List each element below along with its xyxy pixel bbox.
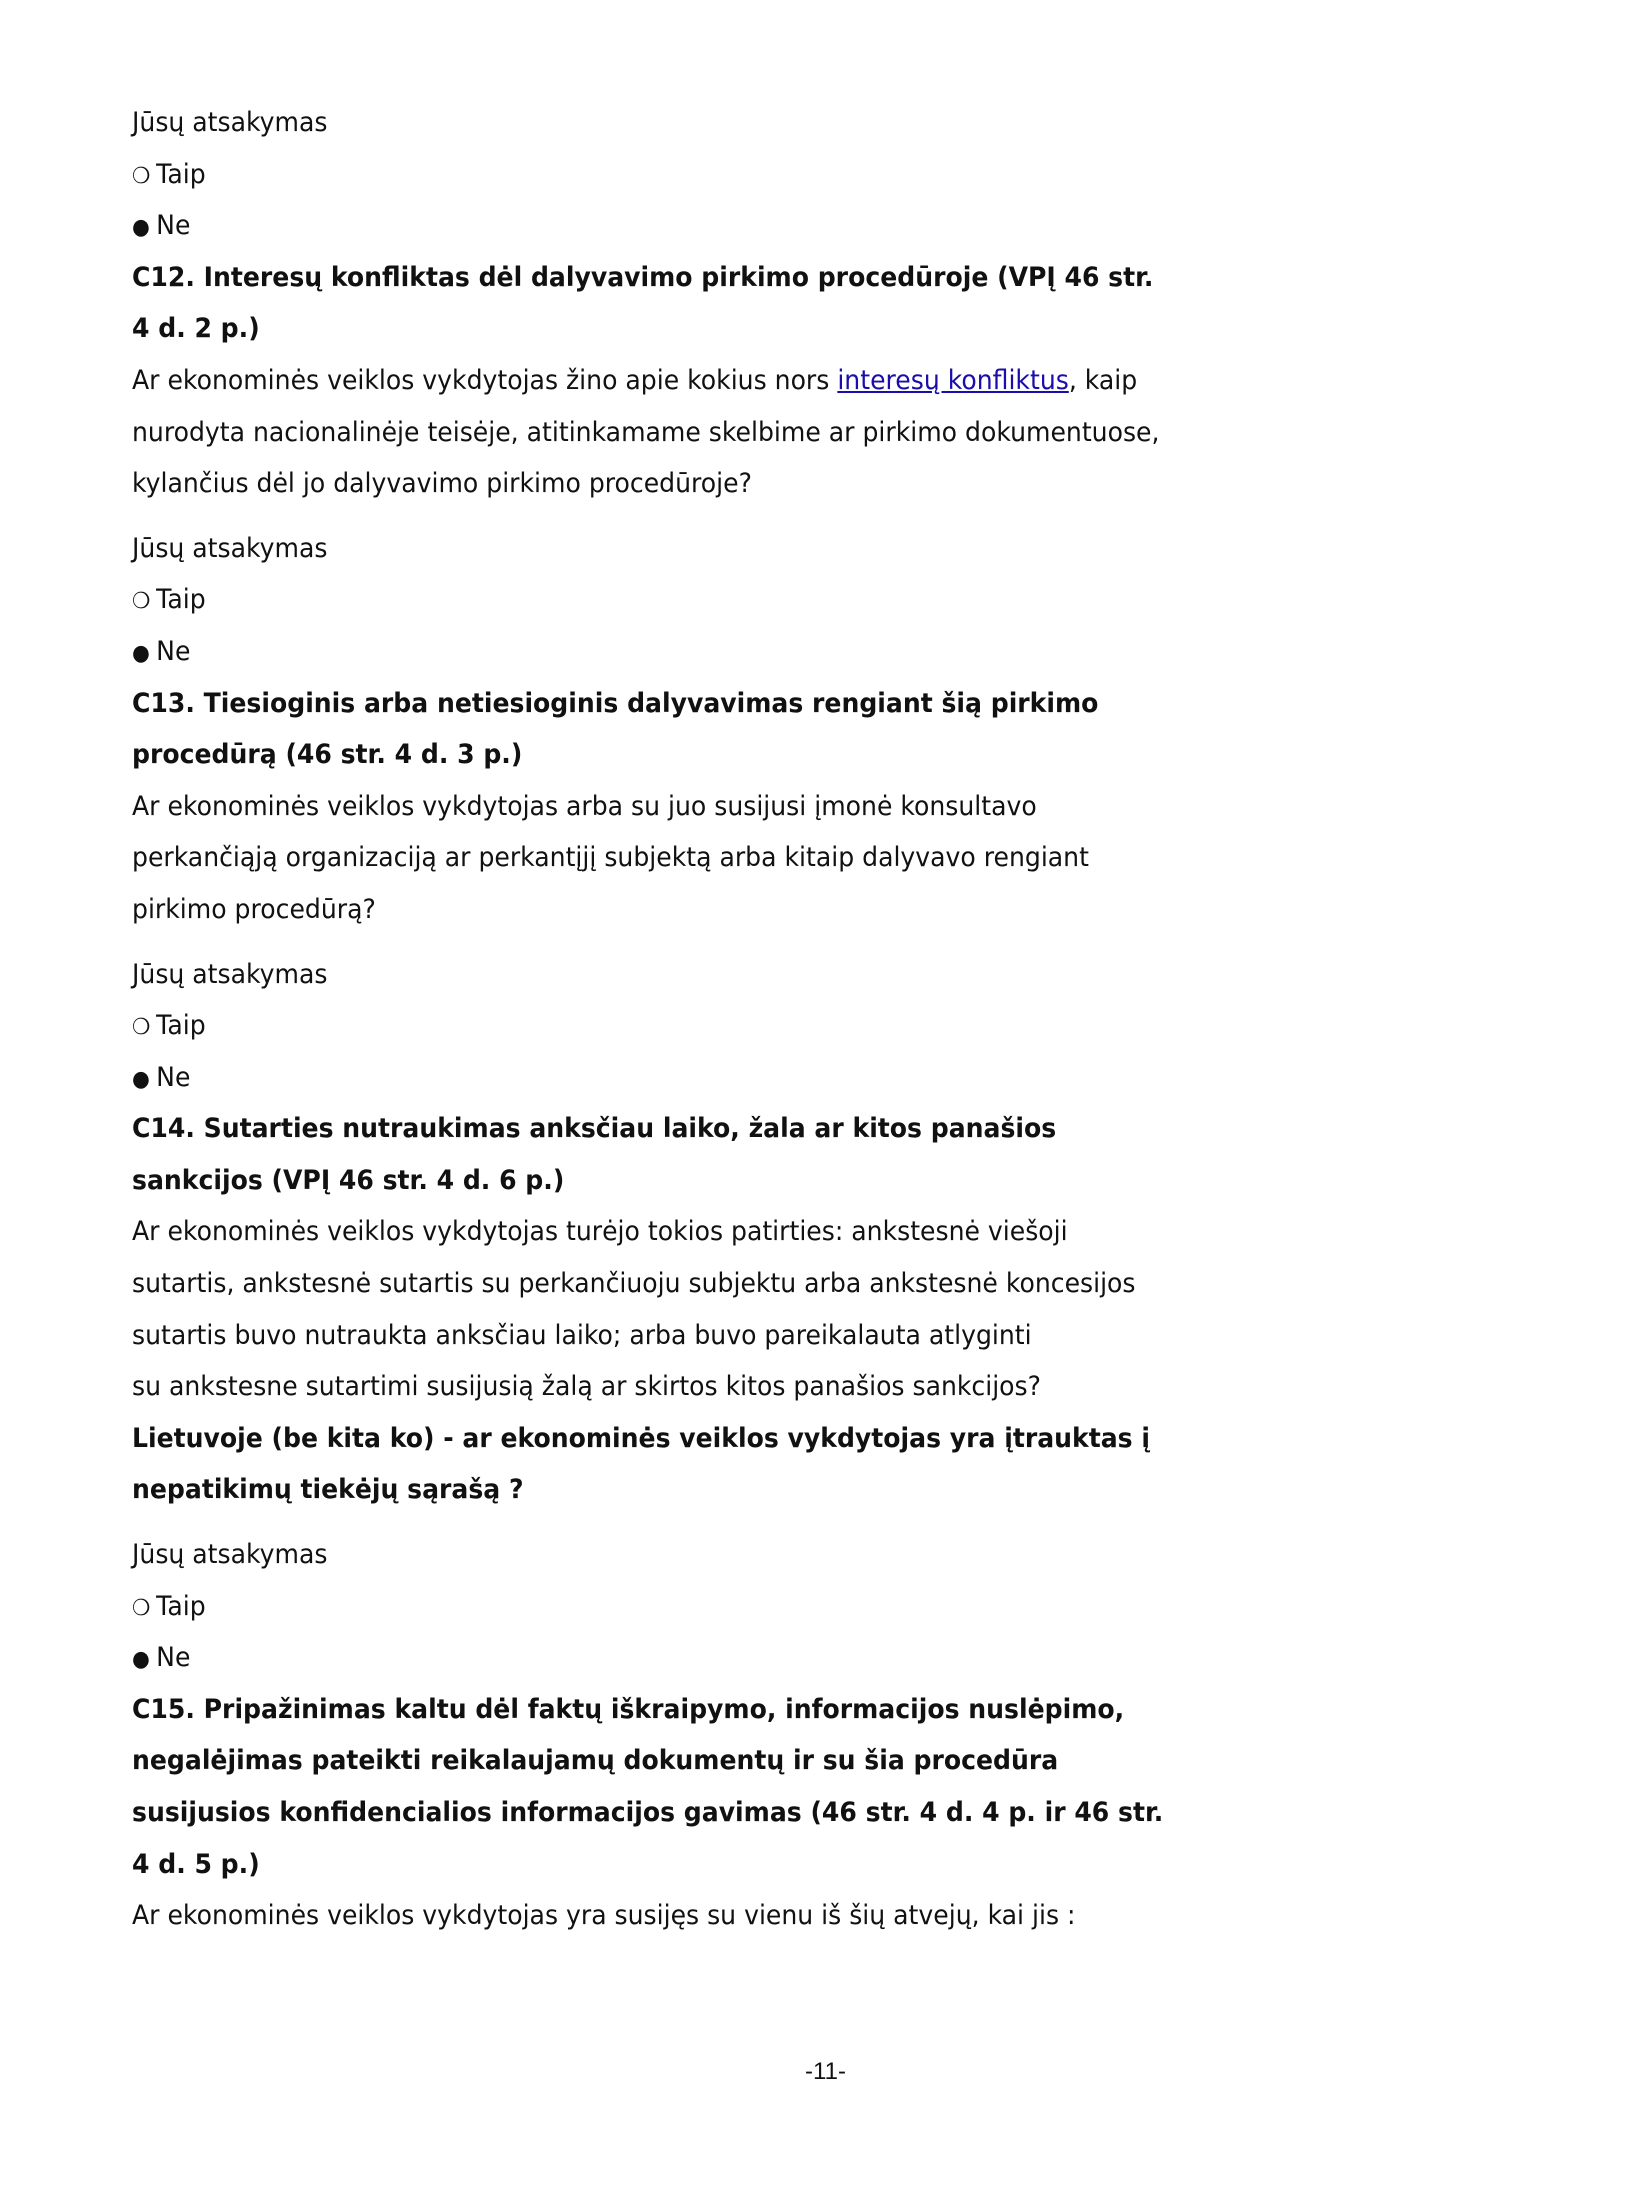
c14-note: Lietuvoje (be kita ko) - ar ekonominės veiklos vykdytojas yra įtrauktas į xyxy=(132,1422,1150,1454)
answer-label: Jūsų atsakymas xyxy=(132,958,328,990)
c13-body: Ar ekonominės veiklos vykdytojas arba su juo susijusi įmonė konsultavo xyxy=(132,790,1037,822)
c12-body: nurodyta nacionalinėje teisėje, atitinkamame skelbime ar pirkimo dokumentuose, xyxy=(132,416,1160,448)
c15-title: C15. Pripažinimas kaltu dėl faktų iškraipymo, informacijos nuslėpimo, xyxy=(132,1693,1125,1725)
c14-body: sutartis buvo nutraukta anksčiau laiko; arba buvo pareikalauta atlyginti xyxy=(132,1319,1032,1351)
document-page xyxy=(132,97,1532,1942)
c12-body xyxy=(132,355,1434,407)
c15-title: 4 d. 5 p.) xyxy=(132,1848,260,1880)
c12-body-text: Ar ekonominės veiklos vykdytojas žino apie kokius nors xyxy=(132,364,838,396)
c15-title: susijusios konfidencialios informacijos gavimas (46 str. 4 d. 4 p. ir 46 str. xyxy=(132,1797,1164,1828)
option-label: Ne xyxy=(156,1061,191,1093)
radio-option-no[interactable] xyxy=(132,1052,1434,1104)
radio-option-no[interactable] xyxy=(132,626,1434,678)
c12-title: 4 d. 2 p.) xyxy=(132,313,260,345)
c14-note: nepatikimų tiekėjų sąrašą ? xyxy=(132,1474,524,1506)
c13-body: pirkimo procedūrą? xyxy=(132,893,376,925)
radio-option-yes[interactable] xyxy=(132,149,1434,201)
c13-title: C13. Tiesioginis arba netiesioginis dalyvavimas rengiant šią pirkimo xyxy=(132,687,1099,719)
radio-empty-icon: ❍ xyxy=(132,1015,151,1041)
radio-option-yes[interactable] xyxy=(132,1581,1434,1633)
c15-title: negalėjimas pateikti reikalaujamų dokumentų ir su šia procedūra xyxy=(132,1745,1059,1777)
option-label: Taip xyxy=(156,1590,206,1622)
c13-body: perkančiąją organizaciją ar perkantįjį subjektą arba kitaip dalyvavo rengiant xyxy=(132,842,1089,874)
radio-filled-icon: ● xyxy=(132,1066,150,1092)
option-label: Taip xyxy=(156,584,206,616)
radio-option-yes[interactable] xyxy=(132,1000,1434,1052)
radio-option-no[interactable] xyxy=(132,1632,1434,1684)
c14-body: su ankstesne sutartimi susijusią žalą ar skirtos kitos panašios sankcijos? xyxy=(132,1371,1041,1403)
c13-title: procedūrą (46 str. 4 d. 3 p.) xyxy=(132,739,523,771)
radio-option-no[interactable] xyxy=(132,200,1434,252)
radio-filled-icon: ● xyxy=(132,1647,150,1673)
answer-label: Jūsų atsakymas xyxy=(132,532,328,564)
radio-empty-icon: ❍ xyxy=(132,163,151,189)
c14-body: Ar ekonominės veiklos vykdytojas turėjo tokios patirties: ankstesnė viešoji xyxy=(132,1216,1068,1248)
c14-body: sutartis, ankstesnė sutartis su perkančiuoju subjektu arba ankstesnė koncesijos xyxy=(132,1268,1136,1300)
answer-label: Jūsų atsakymas xyxy=(132,1539,328,1571)
option-label: Ne xyxy=(156,635,191,667)
option-label: Ne xyxy=(156,1642,191,1674)
radio-filled-icon: ● xyxy=(132,640,150,666)
option-label: Taip xyxy=(156,158,206,190)
c12-title: C12. Interesų konfliktas dėl dalyvavimo pirkimo procedūroje (VPĮ 46 str. xyxy=(132,261,1154,293)
page-number: -11- xyxy=(805,2058,846,2085)
radio-filled-icon: ● xyxy=(132,215,150,241)
c15-body: Ar ekonominės veiklos vykdytojas yra susijęs su vienu iš šių atvejų, kai jis : xyxy=(132,1900,1076,1932)
radio-empty-icon: ❍ xyxy=(132,589,151,615)
c12-body: kylančius dėl jo dalyvavimo pirkimo procedūroje? xyxy=(132,468,752,500)
radio-option-yes[interactable] xyxy=(132,574,1434,626)
option-label: Ne xyxy=(156,210,191,242)
radio-empty-icon: ❍ xyxy=(132,1595,151,1621)
c14-title: C14. Sutarties nutraukimas anksčiau laiko, žala ar kitos panašios xyxy=(132,1113,1057,1145)
c12-body-text: , kaip xyxy=(1068,364,1138,396)
option-label: Taip xyxy=(156,1010,206,1042)
c14-title: sankcijos (VPĮ 46 str. 4 d. 6 p.) xyxy=(132,1164,565,1196)
conflict-of-interest-link[interactable]: interesų konfliktus xyxy=(837,364,1069,396)
answer-label: Jūsų atsakymas xyxy=(132,107,328,138)
